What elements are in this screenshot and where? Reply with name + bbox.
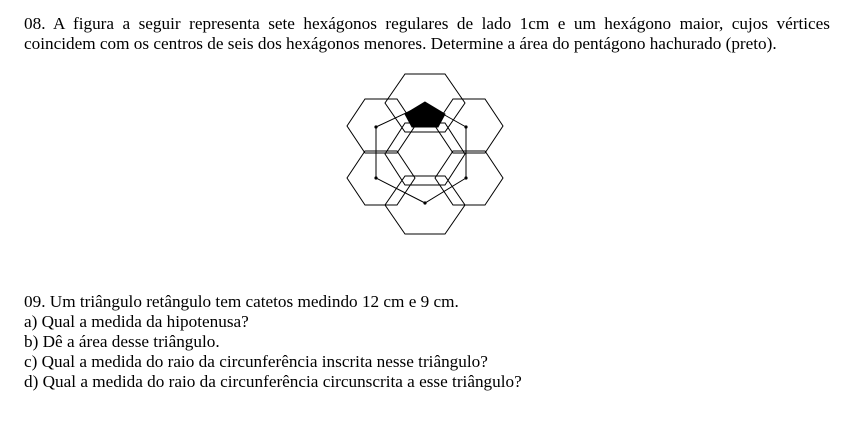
center-dot-upper-left: [374, 125, 377, 128]
center-dot-lower-left: [374, 176, 377, 179]
center-dot-upper-right: [464, 125, 467, 128]
center-dot-bottom: [423, 201, 426, 204]
shaded-pentagon: [405, 102, 445, 127]
question-09-item-c: c) Qual a medida do raio da circunferência inscrita nesse triângulo?: [24, 352, 488, 371]
question-09-intro: 09. Um triângulo retângulo tem catetos medindo 12 cm e 9 cm.: [24, 292, 459, 311]
lower-left-hexagon: [347, 151, 415, 205]
question-09-item-d: d) Qual a medida do raio da circunferência circunscrita a esse triângulo?: [24, 372, 522, 391]
question-09-item-b: b) Dê a área desse triângulo.: [24, 332, 220, 351]
hexagon-figure: [340, 70, 510, 240]
question-09-item-a: a) Qual a medida da hipotenusa?: [24, 312, 249, 331]
question-09: [24, 292, 830, 392]
question-08-text: 08. A figura a seguir representa sete hexágonos regulares de lado 1cm e um hexágono maior, cujos vértices coincidem com os centros de seis dos hexágonos menores. Determine a área do pentágono hachurado (preto).: [24, 14, 830, 53]
upper-left-hexagon: [347, 99, 415, 153]
center-dot-lower-right: [464, 176, 467, 179]
upper-right-hexagon: [435, 99, 503, 153]
lower-right-hexagon: [435, 151, 503, 205]
